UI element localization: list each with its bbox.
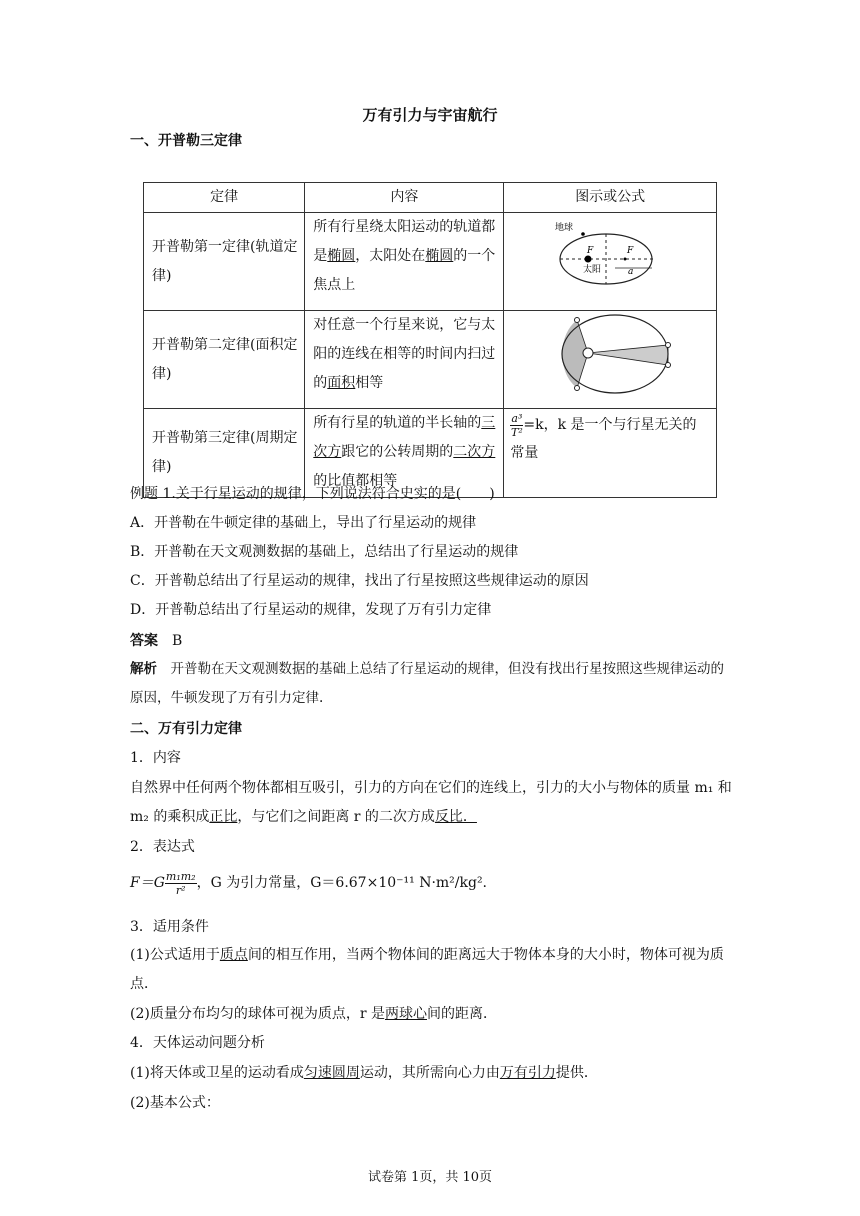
law-name: 开普勒第二定律(面积定律) xyxy=(144,311,305,409)
gravitation-formula: F＝G $\frac{\text{m₁m₂}}{\text{r²}}$ ，G 为引力常量，G＝6.67×10⁻¹¹ N·m²/kg². xyxy=(130,869,488,897)
table-header-row xyxy=(144,183,717,213)
table-header-cell: 图示或公式 xyxy=(504,183,717,213)
law-name: 开普勒第三定律(周期定律) xyxy=(144,409,305,498)
earth-icon xyxy=(582,232,586,236)
svg-text:地球: 地球 xyxy=(555,223,574,233)
option-a: A．开普勒在牛顿定律的基础上，导出了行星运动的规律 xyxy=(130,515,477,531)
law-content: 对任意一个行星来说，它与太阳的连线在相等的时间内扫过的面积相等 xyxy=(305,311,504,409)
page-title: 万有引力与宇宙航行 xyxy=(362,106,498,124)
formula-fraction: $\frac{\text{a³}}{\text{T²}}$ xyxy=(511,411,523,439)
option-d: D．开普勒总结出了行星运动的规律，发现了万有引力定律 xyxy=(130,602,492,618)
law-name: 开普勒第一定律(轨道定律) xyxy=(144,213,305,311)
planet-icon xyxy=(575,318,580,323)
planet-icon xyxy=(666,363,671,368)
ellipse-diagram xyxy=(504,213,717,311)
section-heading-kepler: 一、开普勒三定律 xyxy=(130,133,242,149)
condition-1: (1)公式适用于质点间的相互作用，当两个物体间的距离远大于物体本身的大小时，物体可视为质点． xyxy=(130,947,724,992)
first-law-figure xyxy=(504,213,710,299)
svg-text:a: a xyxy=(628,267,634,277)
svg-text:F: F xyxy=(587,246,594,256)
analysis-1: (1)将天体或卫星的运动看成匀速圆周运动，其所需向心力由万有引力提供． xyxy=(130,1065,598,1081)
subheading-conditions: 3．适用条件 xyxy=(130,919,209,935)
area-diagram xyxy=(504,311,717,409)
table-header-cell: 内容 xyxy=(305,183,504,213)
sun-focus-icon xyxy=(585,256,592,263)
table-row xyxy=(144,213,717,311)
kepler-laws-table xyxy=(143,182,717,498)
law-content-paragraph: 自然界中任何两个物体都相互吸引，引力的方向在它们的连线上，引力的大小与物体的质量 m₁ 和 m₂ 的乘积成正比，与它们之间距离 r 的二次方成反比． xyxy=(130,780,732,825)
svg-text:太阳: 太阳 xyxy=(583,265,602,275)
option-b: B．开普勒在天文观测数据的基础上，总结出了行星运动的规律 xyxy=(130,544,519,560)
third-law-formula: $\frac{\text{a³}}{\text{T²}}$ =k，k 是一个与行星无关的常量 xyxy=(504,409,717,498)
law-content: 所有行星的轨道的半长轴的三次方跟它的公转周期的二次方的比值都相等 xyxy=(305,409,504,498)
table-row xyxy=(144,311,717,409)
formula-fraction: $\frac{\text{m₁m₂}}{\text{r²}}$ xyxy=(165,869,196,897)
sun-icon xyxy=(583,348,593,358)
planet-icon xyxy=(575,386,580,391)
subheading-analysis: 4．天体运动问题分析 xyxy=(130,1035,265,1051)
law-content: 所有行星绕太阳运动的轨道都是椭圆，太阳处在椭圆的一个焦点上 xyxy=(305,213,504,311)
subheading-expression: 2．表达式 xyxy=(130,839,195,855)
planet-icon xyxy=(666,343,671,348)
condition-2: (2)质量分布均匀的球体可视为质点，r 是两球心间的距离． xyxy=(130,1006,497,1022)
example-question: 例题 1.关于行星运动的规律，下列说法符合史实的是( ) xyxy=(130,486,495,502)
analysis: 解析 开普勒在天文观测数据的基础上总结了行星运动的规律，但没有找出行星按照这些规律运动的原因，牛顿发现了万有引力定律. xyxy=(130,661,724,706)
page-footer: 试卷第 1页，共 10页 xyxy=(367,1170,493,1185)
answer: 答案 B xyxy=(130,633,183,649)
second-law-figure xyxy=(504,311,710,397)
section-heading-gravitation: 二、万有引力定律 xyxy=(130,721,242,737)
subheading-content: 1．内容 xyxy=(130,750,181,766)
svg-text:F: F xyxy=(627,246,634,256)
option-c: C．开普勒总结出了行星运动的规律，找出了行星按照这些规律运动的原因 xyxy=(130,573,589,589)
analysis-2: (2)基本公式： xyxy=(130,1095,220,1111)
table-header-cell: 定律 xyxy=(144,183,305,213)
